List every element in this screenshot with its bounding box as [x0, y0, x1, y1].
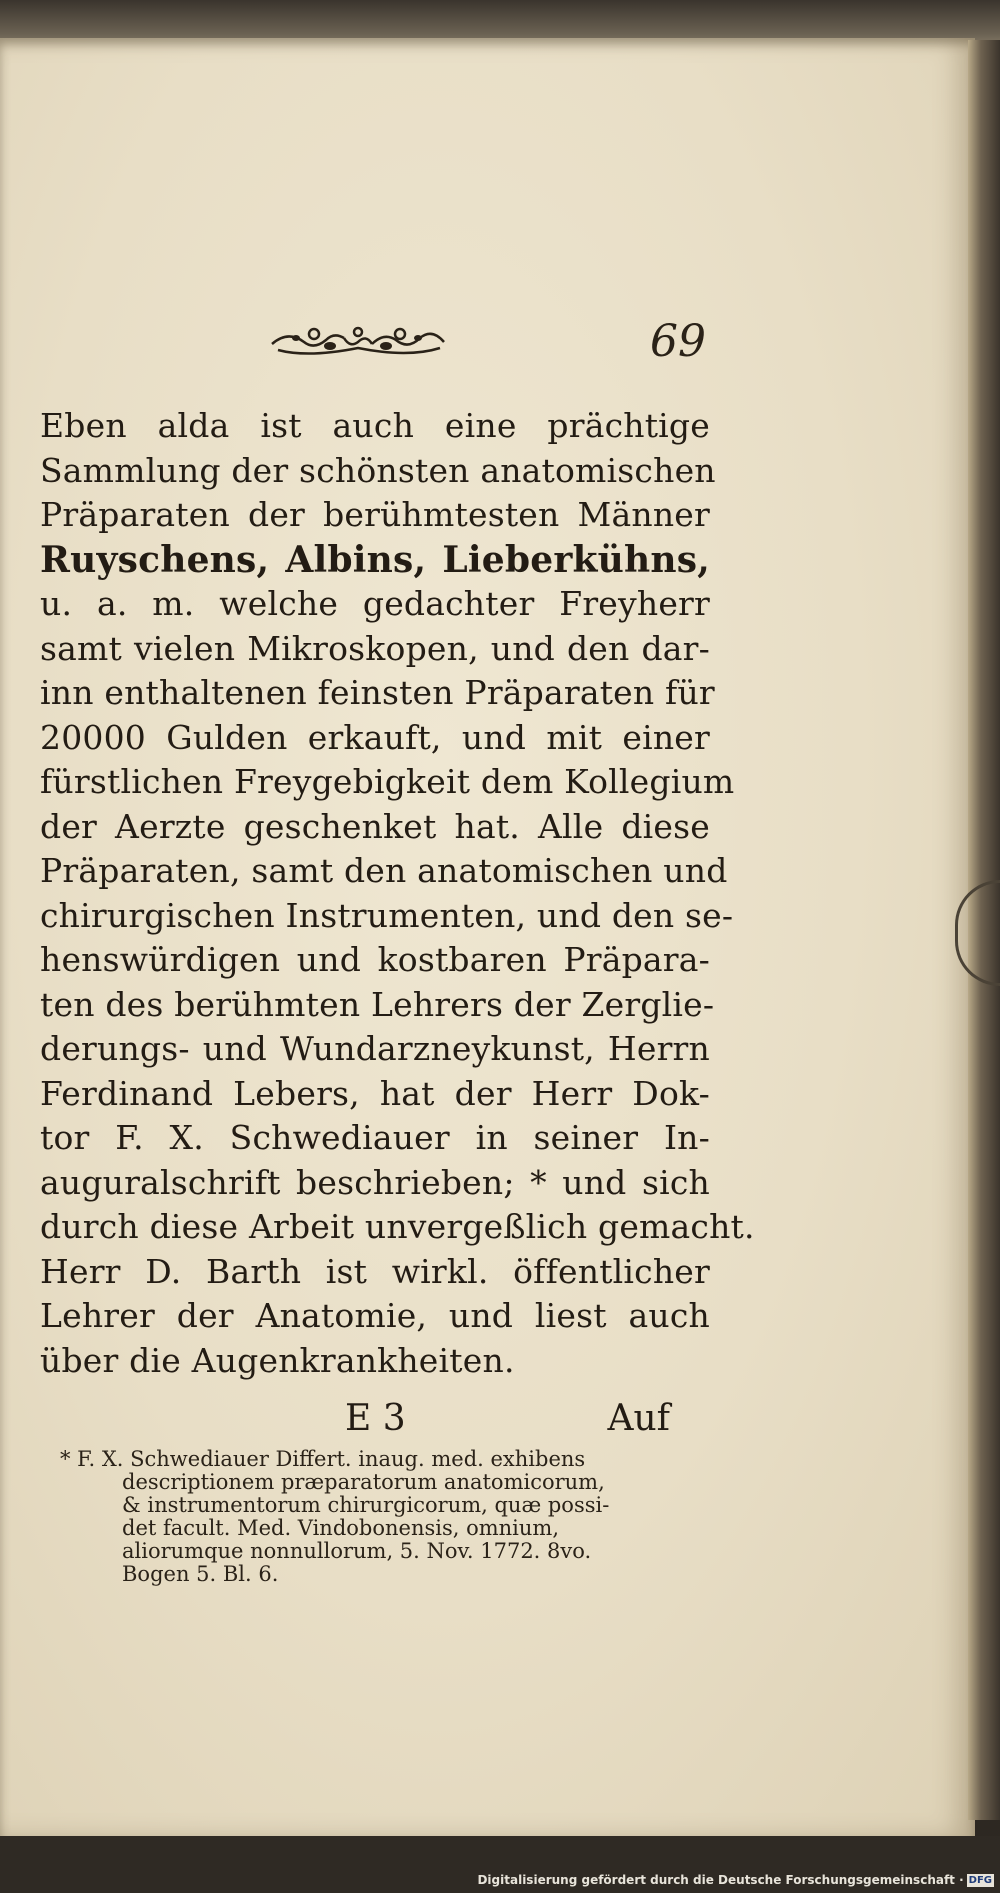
footnote-line: & instrumentorum chirurgicorum, quæ possi-: [122, 1493, 610, 1517]
text-line: fürstlichen Freygebigkeit dem Kollegium: [40, 762, 735, 801]
body-text: [40, 404, 755, 1383]
catchline: [345, 1398, 670, 1439]
text-line: chirurgischen Instrumenten, und den se-: [40, 895, 734, 935]
text-line: Eben alda ist auch eine prächtige: [40, 406, 710, 445]
text-line: derungs- und Wundarzneykunst, Herrn: [40, 1029, 710, 1068]
text-line: auguralschrift beschrieben; * und sich: [40, 1162, 710, 1202]
text-line: 20000 Gulden erkauft, und mit einer: [40, 717, 710, 757]
text-line: Sammlung der schönsten anatomischen: [40, 450, 716, 490]
footnote-line: Bogen 5. Bl. 6.: [122, 1562, 279, 1586]
text-line: der Aerzte geschenket hat. Alle diese: [40, 806, 710, 846]
footnote-line: descriptionem præparatorum anatomicorum,: [122, 1470, 605, 1494]
signature-mark: E 3: [345, 1398, 406, 1439]
footnote-line: * F. X. Schwediauer Differt. inaug. med. exhibens: [60, 1447, 586, 1471]
text-line: Präparaten, samt den anatomischen und: [40, 851, 728, 890]
footnote: [60, 1448, 700, 1586]
catchword: Auf: [607, 1398, 670, 1439]
text-line: Präparaten der berühmtesten Männer: [40, 495, 710, 534]
printers-ornament: [268, 318, 448, 364]
credit-text: Digitalisierung gefördert durch die Deutsche Forschungsgemeinschaft ·: [477, 1873, 964, 1887]
text-line: durch diese Arbeit unvergeßlich gemacht.: [40, 1207, 755, 1246]
page-number: 69: [650, 316, 706, 367]
text-line: samt vielen Mikroskopen, und den dar-: [40, 628, 710, 668]
text-line: u. a. m. welche gedachter Freyherr: [40, 584, 710, 623]
digitization-credit: [477, 1873, 994, 1887]
text-line: über die Augenkrankheiten.: [40, 1340, 515, 1380]
footnote-line: aliorumque nonnullorum, 5. Nov. 1772. 8vo.: [122, 1539, 592, 1563]
footnote-line: det facult. Med. Vindobonensis, omnium,: [122, 1516, 560, 1540]
text-line: ten des berühmten Lehrers der Zerglie-: [40, 984, 715, 1024]
text-line: Ruyschens, Albins, Lieberkühns,: [40, 538, 710, 581]
text-line: Herr D. Barth ist wirkl. öffentlicher: [40, 1251, 710, 1291]
book-page: [0, 38, 975, 1838]
dfg-logo: DFG: [968, 1874, 992, 1886]
text-line: Ferdinand Lebers, hat der Herr Dok-: [40, 1073, 710, 1113]
text-line: inn enthaltenen feinsten Präparaten für: [40, 673, 715, 712]
text-line: henswürdigen und kostbaren Präpara-: [40, 940, 710, 979]
text-line: Lehrer der Anatomie, und liest auch: [40, 1296, 710, 1335]
text-line: tor F. X. Schwediauer in seiner In-: [40, 1118, 710, 1157]
